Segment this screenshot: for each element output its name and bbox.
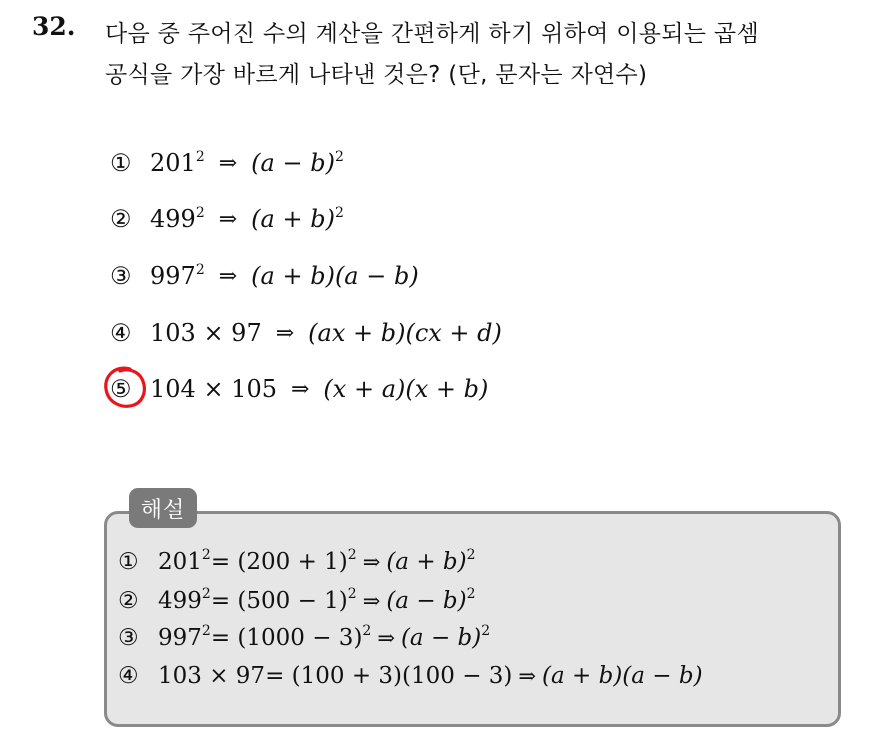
choice-number: 103 × 97 — [150, 319, 262, 347]
choice-4[interactable] — [110, 316, 502, 350]
question-number: 32. — [32, 12, 76, 41]
choice-formula: $(a - b)^2$ — [251, 149, 344, 177]
choice-formula: (x + a)(x + b) — [323, 375, 489, 403]
explanation-middle: = (100 + 3)(100 − 3) — [265, 663, 513, 689]
explanation-line-1 — [118, 545, 476, 579]
choice-number: $499^2$ — [150, 205, 205, 233]
implies-arrow: ⇒ — [290, 376, 310, 402]
choice-mark: ⑤ — [110, 375, 132, 403]
explanation-line-3 — [118, 621, 490, 655]
explanation-left: 103 × 97 — [158, 663, 266, 689]
choice-number: $201^2$ — [150, 149, 205, 177]
explanation-middle: = $(500 - 1)^2$ — [210, 586, 357, 614]
explanation-formula: (a + b)(a − b) — [542, 663, 703, 689]
explanation-mark: ③ — [118, 625, 139, 651]
explanation-left: $997^2$ — [158, 623, 211, 651]
choice-mark: ④ — [110, 319, 132, 347]
choice-mark: ② — [110, 205, 132, 233]
choice-formula: $(a + b)^2$ — [251, 205, 344, 233]
question-text-line-2: 공식을 가장 바르게 나타낸 것은? (단, 문자는 자연수) — [105, 62, 648, 88]
implies-arrow: ⇒ — [275, 320, 295, 346]
explanation-middle: = $(200 + 1)^2$ — [210, 547, 357, 575]
explanation-formula: $(a - b)^2$ — [400, 623, 491, 651]
choice-number: $997^2$ — [150, 262, 205, 290]
implies-arrow: ⇒ — [362, 550, 381, 574]
explanation-mark: ① — [118, 549, 139, 575]
implies-arrow: ⇒ — [377, 626, 395, 650]
choice-formula: (ax + b)(cx + d) — [308, 319, 502, 347]
explanation-mark: ④ — [118, 663, 139, 689]
explanation-formula: $(a + b)^2$ — [386, 547, 476, 575]
implies-arrow: ⇒ — [362, 589, 381, 613]
explanation-middle: = $(1000 - 3)^2$ — [210, 623, 372, 651]
choice-5[interactable] — [110, 372, 488, 406]
explanation-tab: 해설 — [129, 488, 197, 528]
explanation-box — [104, 511, 841, 727]
implies-arrow: ⇒ — [218, 206, 238, 232]
choice-mark: ③ — [110, 262, 132, 290]
explanation-mark: ② — [118, 588, 139, 614]
choice-1[interactable] — [110, 146, 344, 180]
implies-arrow: ⇒ — [218, 263, 238, 289]
choice-2[interactable] — [110, 202, 344, 236]
explanation-left: $201^2$ — [158, 547, 211, 575]
explanation-line-2 — [118, 584, 476, 618]
choice-3[interactable] — [110, 259, 419, 293]
explanation-formula: $(a - b)^2$ — [386, 586, 476, 614]
explanation-left: $499^2$ — [158, 586, 211, 614]
question-text-line-1: 다음 중 주어진 수의 계산을 간편하게 하기 위하여 이용되는 곱셈 — [105, 21, 759, 47]
choice-formula: (a + b)(a − b) — [251, 262, 419, 290]
choice-number: 104 × 105 — [150, 375, 277, 403]
implies-arrow: ⇒ — [218, 150, 238, 176]
choice-mark: ① — [110, 149, 132, 177]
implies-arrow: ⇒ — [518, 664, 537, 688]
explanation-line-4 — [118, 659, 703, 693]
